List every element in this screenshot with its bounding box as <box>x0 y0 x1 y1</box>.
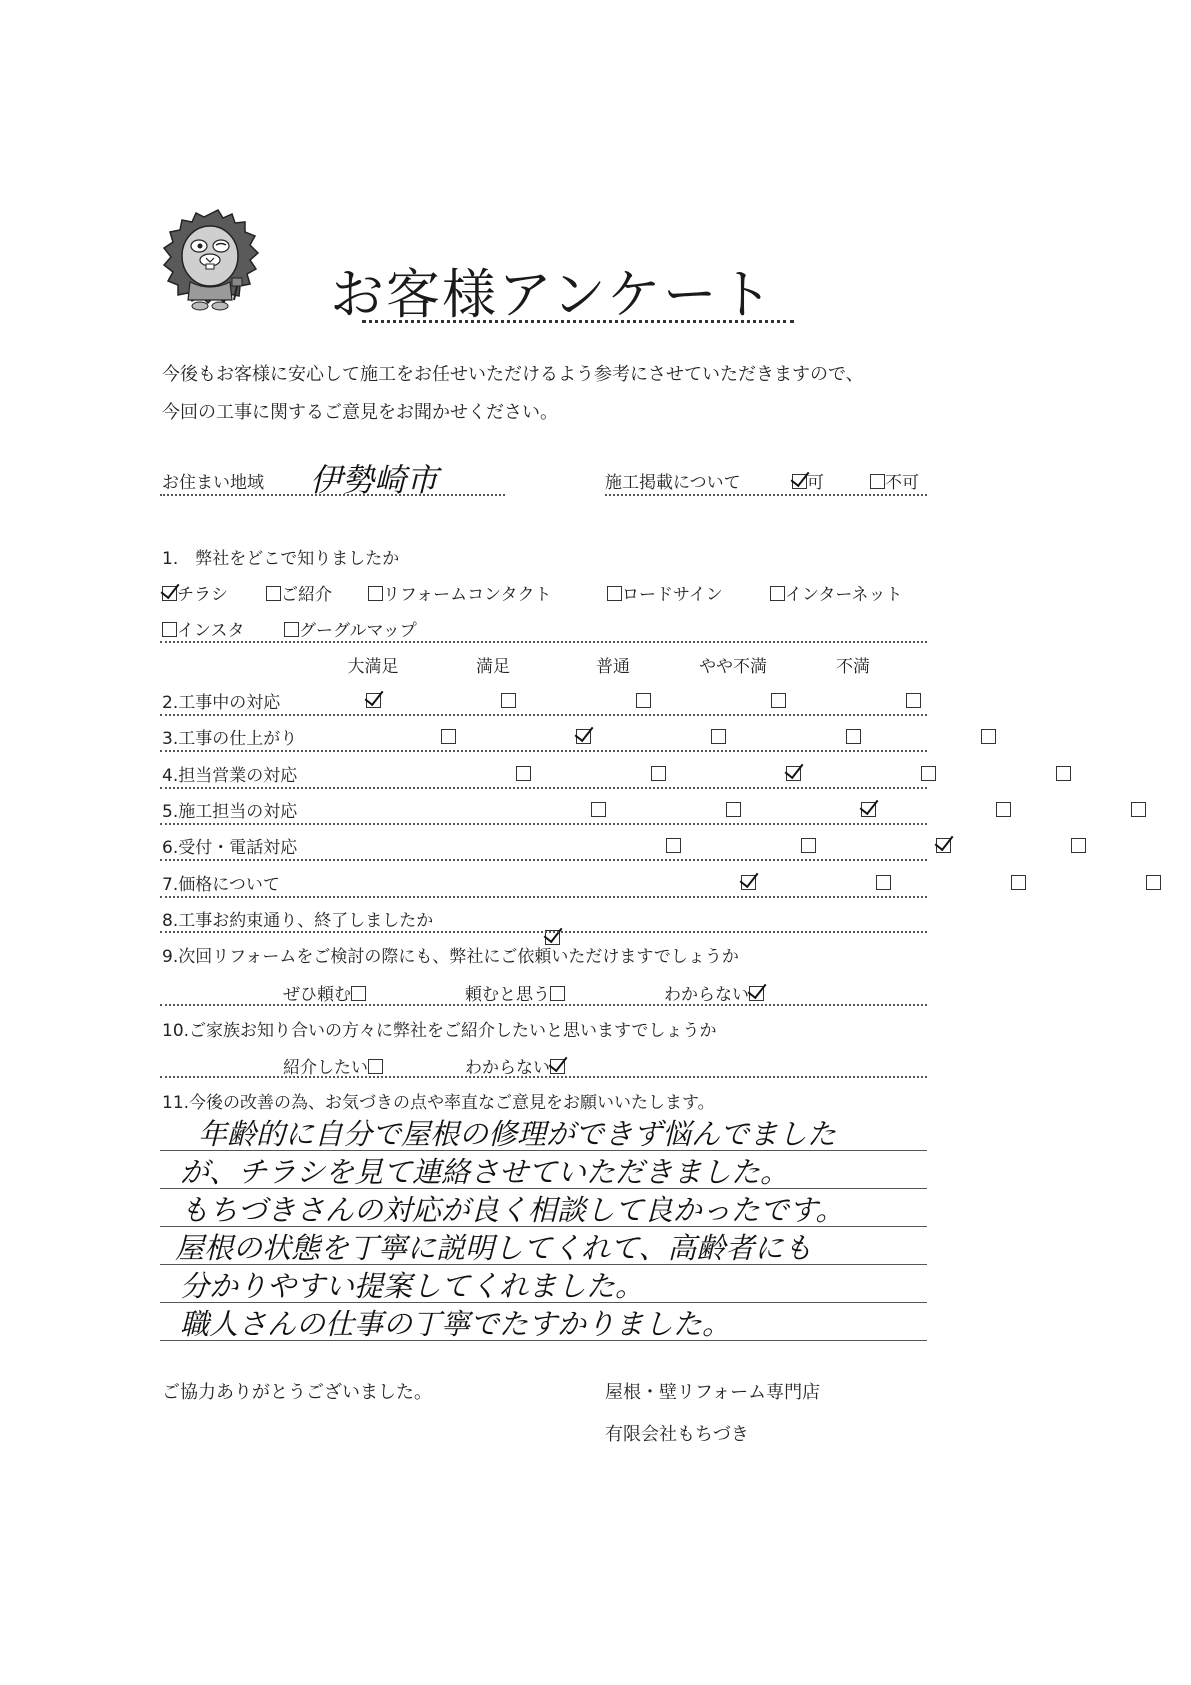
q1-option-insta[interactable] <box>162 616 245 641</box>
rating-col-very-satisfied: 大満足 <box>347 657 399 677</box>
rating-checkbox[interactable] <box>1071 838 1086 853</box>
rating-row-label: 3.工事の仕上がり <box>162 729 298 750</box>
rating-checkbox[interactable] <box>1146 875 1161 890</box>
footer-thanks: ご協力ありがとうございました。 <box>162 1382 432 1403</box>
q11-answer-line: 屋根の状態を丁寧に説明してくれて、高齢者にも <box>175 1231 813 1265</box>
q10-recommend-checkbox[interactable] <box>368 1059 383 1074</box>
rating-checkbox[interactable] <box>666 838 681 853</box>
q1-internet-label: インターネット <box>785 585 903 605</box>
rating-row-rule <box>160 714 927 716</box>
q9-definitely-checkbox[interactable] <box>351 986 366 1001</box>
rating-checkbox[interactable] <box>366 693 381 708</box>
q1-rule <box>160 641 927 643</box>
rating-row-label: 5.施工担当の対応 <box>162 801 298 822</box>
rating-checkbox[interactable] <box>1056 766 1071 781</box>
rating-checkbox[interactable] <box>741 875 756 890</box>
residence-value[interactable]: 伊勢崎市 <box>310 461 439 499</box>
rating-checkbox[interactable] <box>876 875 891 890</box>
rating-checkbox[interactable] <box>996 802 1011 817</box>
q9-probably-checkbox[interactable] <box>550 986 565 1001</box>
footer-company: 有限会社もちづき <box>605 1424 749 1445</box>
rating-row-label: 7.価格について <box>162 874 280 895</box>
rating-checkbox[interactable] <box>651 766 666 781</box>
rating-col-somewhat-unsatisfied: やや不満 <box>699 657 767 677</box>
q1-option-road-sign[interactable] <box>607 580 723 605</box>
publish-option-ok[interactable] <box>792 468 824 493</box>
publish-label: 施工掲載について <box>605 473 741 493</box>
q1-option-google-map[interactable] <box>284 616 417 641</box>
intro-line-1: 今後もお客様に安心して施工をお任せいただけるよう参考にさせていただきますので、 <box>162 364 864 385</box>
rating-checkbox[interactable] <box>846 729 861 744</box>
q9-option-probably[interactable] <box>465 980 565 1005</box>
q1-internet-checkbox[interactable] <box>770 586 785 601</box>
q1-option-referral[interactable] <box>266 580 332 605</box>
q10-option-recommend[interactable] <box>283 1053 383 1078</box>
rating-checkbox[interactable] <box>1011 875 1026 890</box>
rating-checkbox[interactable] <box>801 838 816 853</box>
intro-line-2: 今回の工事に関するご意見をお聞かせください。 <box>162 402 558 423</box>
q9-option-definitely[interactable] <box>283 980 366 1005</box>
mascot-logo <box>160 208 260 313</box>
q11-answer-line: 年齢的に自分で屋根の修理ができず悩んでました <box>198 1117 837 1151</box>
q1-option-internet[interactable] <box>770 580 902 605</box>
page-title: お客様アンケート <box>330 263 775 326</box>
rating-checkbox[interactable] <box>591 802 606 817</box>
q11-answer-line: 職人さんの仕事の丁寧でたすかりました。 <box>180 1307 732 1341</box>
rating-row-label: 4.担当営業の対応 <box>162 765 298 786</box>
rating-col-satisfied: 満足 <box>476 657 510 677</box>
q9-probably-label: 頼むと思う <box>465 985 550 1005</box>
q1-referral-label: ご紹介 <box>281 585 332 605</box>
q9-question: 9.次回リフォームをご検討の際にも、弊社にご依頼いただけますでしょうか <box>162 947 739 967</box>
q1-flyer-label: チラシ <box>177 585 228 605</box>
rating-col-unsatisfied: 不満 <box>836 657 870 677</box>
q1-google-map-label: グーグルマップ <box>299 621 417 641</box>
q9-rule <box>160 1004 927 1006</box>
rating-checkbox[interactable] <box>516 766 531 781</box>
rating-checkbox[interactable] <box>861 802 876 817</box>
q11-answer-rule <box>160 1340 927 1341</box>
q9-option-unknown[interactable] <box>664 980 764 1005</box>
q10-question: 10.ご家族お知り合いの方々に弊社をご紹介したいと思いますでしょうか <box>162 1021 717 1041</box>
rating-checkbox[interactable] <box>711 729 726 744</box>
q10-option-unknown[interactable] <box>465 1053 565 1078</box>
q1-insta-label: インスタ <box>177 621 245 641</box>
rating-row-rule <box>160 787 927 789</box>
q9-definitely-label: ぜひ頼む <box>283 985 351 1005</box>
residence-label: お住まい地域 <box>162 473 264 493</box>
rating-row-rule <box>160 896 927 898</box>
q10-unknown-checkbox[interactable] <box>550 1059 565 1074</box>
rating-checkbox[interactable] <box>636 693 651 708</box>
footer-shop-type: 屋根・壁リフォーム専門店 <box>605 1382 821 1403</box>
q11-question: 11.今後の改善の為、お気づきの点や率直なご意見をお願いいたします。 <box>162 1093 715 1113</box>
q1-reform-contact-label: リフォームコンタクト <box>383 585 552 605</box>
rating-col-normal: 普通 <box>596 657 630 677</box>
q1-option-flyer[interactable] <box>162 580 228 605</box>
rating-checkbox[interactable] <box>936 838 951 853</box>
q9-unknown-label: わからない <box>664 985 749 1005</box>
publish-ok-label: 可 <box>807 473 824 493</box>
rating-checkbox[interactable] <box>576 729 591 744</box>
q1-flyer-checkbox[interactable] <box>162 586 177 601</box>
q1-referral-checkbox[interactable] <box>266 586 281 601</box>
q8-question: 8.工事お約束通り、終了しましたか <box>162 911 434 931</box>
rating-row-rule <box>160 859 927 861</box>
title-underline <box>362 320 794 323</box>
publish-rule <box>605 494 927 496</box>
q11-answer-line: もちづきさんの対応が良く相談して良かったです。 <box>180 1193 845 1227</box>
q1-road-sign-label: ロードサイン <box>622 585 723 605</box>
rating-checkbox[interactable] <box>771 693 786 708</box>
publish-ng-label: 不可 <box>885 473 919 493</box>
q10-unknown-label: わからない <box>465 1058 550 1078</box>
q9-unknown-checkbox[interactable] <box>749 986 764 1001</box>
q8-rule <box>160 931 927 933</box>
rating-checkbox[interactable] <box>906 693 921 708</box>
rating-checkbox[interactable] <box>981 729 996 744</box>
q1-option-reform-contact[interactable] <box>368 580 551 605</box>
q1-reform-contact-checkbox[interactable] <box>368 586 383 601</box>
publish-option-ng[interactable] <box>870 468 919 493</box>
q11-answer-line: 分かりやすい提案してくれました。 <box>180 1269 645 1303</box>
rating-checkbox[interactable] <box>501 693 516 708</box>
q1-question: 1. 弊社をどこで知りましたか <box>162 549 400 569</box>
q1-road-sign-checkbox[interactable] <box>607 586 622 601</box>
rating-row-rule <box>160 823 927 825</box>
q1-insta-checkbox[interactable] <box>162 622 177 637</box>
rating-row-label: 2.工事中の対応 <box>162 693 281 713</box>
publish-ng-checkbox[interactable] <box>870 474 885 489</box>
q10-recommend-label: 紹介したい <box>283 1058 368 1078</box>
q1-google-map-checkbox[interactable] <box>284 622 299 637</box>
residence-rule <box>160 494 505 496</box>
rating-checkbox[interactable] <box>726 802 741 817</box>
publish-ok-checkbox[interactable] <box>792 474 807 489</box>
q11-answer-line: が、チラシを見て連絡させていただきました。 <box>180 1155 790 1189</box>
rating-row-label: 6.受付・電話対応 <box>162 838 298 859</box>
rating-checkbox[interactable] <box>921 766 936 781</box>
rating-checkbox[interactable] <box>441 729 456 744</box>
q10-rule <box>160 1076 927 1078</box>
rating-checkbox[interactable] <box>1131 802 1146 817</box>
rating-checkbox[interactable] <box>786 766 801 781</box>
rating-row-rule <box>160 750 927 752</box>
